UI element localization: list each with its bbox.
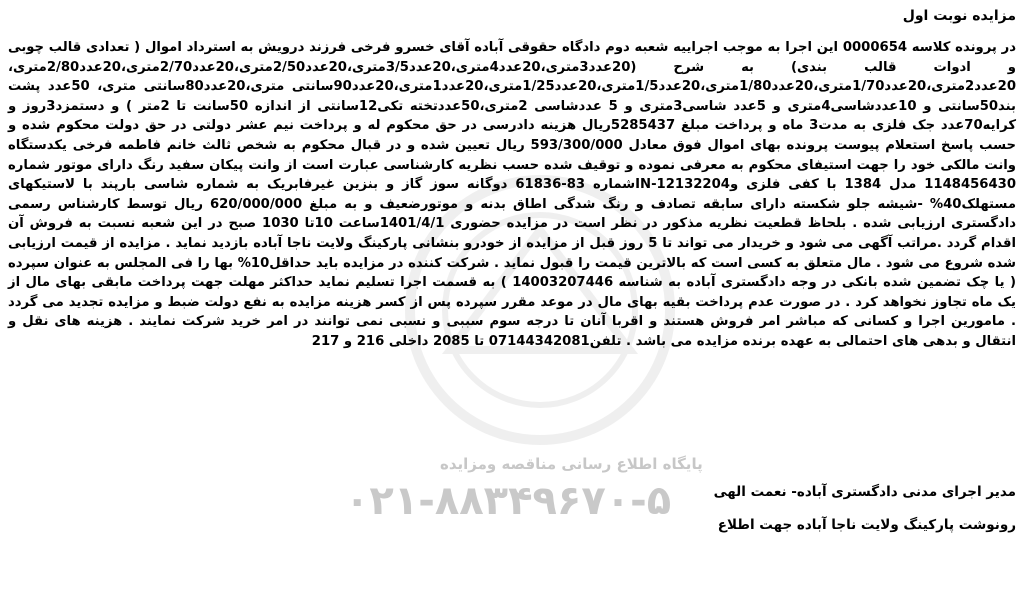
watermark-site-name: پایگاه اطلاع رسانی مناقصه ومزایده <box>440 455 703 473</box>
notice-body: در پرونده کلاسه 0000654 این اجرا به موجب اجراییه شعبه دوم دادگاه حقوقی آباده آقای خسرو فرخی فرزند درویش به استرداد اموال ( تعدادی قالب چوبی و ادوات قالب بندی) به شرح (20عدد3متری،20عدد4متری،20عدد3/5متری،20عدد2/50متری،20عدد2/70متری،20عدد2/80متری، 20عدد2متری،20عدد1/70متری،20عدد1/80متری،20عدد1/5متری،20عدد1/25متری،20عدد1متری،20عدد90سانتی متری،20عدد80سانتی متری، 50عدد پشت بند50سانتی و 10عددشاسی4متری و 5عدد شاسی3متری و 5 عددشاسی 2متری،50عددتخته تکی12سانتی از اندازه 50سانت تا 2متر ) و دستمزد3روز و کرایه70عدد جک فلزی به مدت3 ماه و پرداخت مبلغ 5285437ریال هزینه دادرسی در حق محکوم له و پرداخت نیم عشر دولتی در حق دولت محکوم شده و حسب پاسخ استعلام پیوست پرونده بهای اموال فوق معادل 593/300/000 ریال تعیین شده و در قبال محکوم به شخص ثالث خانم فاطمه فرخی یکدستگاه وانت مالکی خود را جهت استیفای محکوم به معرفی نموده و توقیف شده حسب نظریه کارشناسی عبارت است از وانت پیکان سفید رنگ دارای موتور شماره 1148456430 مدل 1384 با کفی فلزی وIN-12132204شماره 83-61836 دوگانه سوز گاز و بنزین غیرفابریک به شماره شاسی بارپند با لاستیکهای مستهلک40% -شیشه جلو شکسته دارای سابقه تصادف و رنگ شدگی اطاق بدنه و موتورضعیف و به مبلغ 620/000/000 ریال توسط کارشناس رسمی دادگستری ارزیابی شده . بلحاظ قطعیت نظریه مذکور در نظر است در مزایده حضوری 1401/4/1ساعت 10تا 1030 صبح در این شعبه نسبت به فروش آن اقدام گردد .مراتب آگهی می شود و خریدار می تواند تا 5 روز قبل از مزایده از خودرو بنشانی پارکینگ ولایت ناجا آباده بازدید نماید . مزایده از قیمت ارزیابی شده شروع می شود . مال متعلق به کسی است که بالاترین قیمت را قبول نماید . شرکت کننده در مزایده باید حداقل10% بها را فی المجلس به عنوان سپرده ( یا چک تضمین شده بانکی در وجه دادگستری آباده به شناسه 14003207446 ) به قسمت اجرا تسلیم نماید حداکثر مهلت جهت پرداخت مابقی بهای مال از یک ماه تجاوز نخواهد کرد . در صورت عدم پرداخت بقیه بهای مال در موعد مقرر سپرده پس از کسر هزینه مزایده به نفع دولت ضبط و مزایده تجدید می گردد . مامورین اجرا و کسانی که مباشر امر فروش هستند و اقربا آنان تا درجه سوم سببی و نسبی نمی توانند در امر خرید شرکت نمایند . هزینه های نقل و انتقال و بدهی های احتمالی به عهده برنده مزایده می باشد . تلفن07144342081 تا 2085 داخلی 216 و 217 <box>8 40 1016 349</box>
signature-line: مدیر اجرای مدنی دادگستری آباده- نعمت الهی <box>713 484 1016 500</box>
notice-title: مزایده نوبت اول <box>902 8 1016 24</box>
cc-line: رونوشت پارکینگ ولایت ناجا آباده جهت اطلاع <box>717 517 1016 533</box>
watermark-phone: ۰۲۱-۸۸۳۴۹۶۷۰-۵ <box>345 478 672 524</box>
